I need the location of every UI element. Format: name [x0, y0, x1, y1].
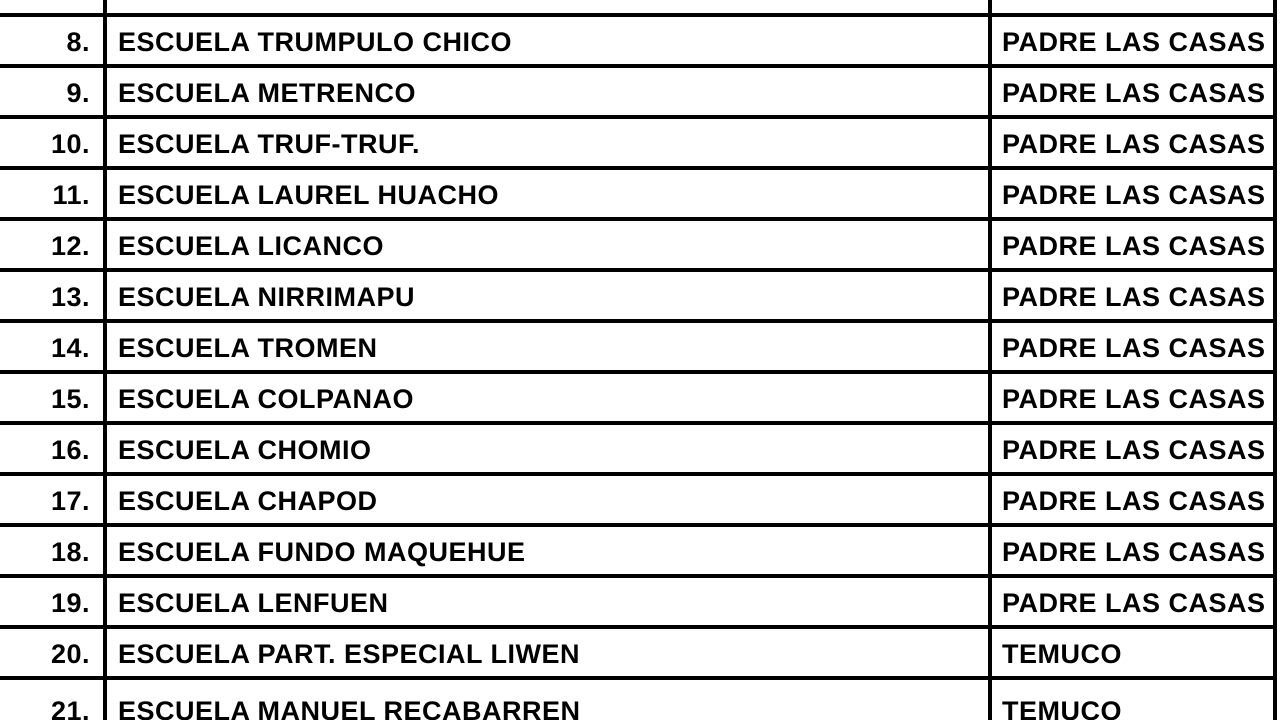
row-number-cell: 18.	[0, 527, 107, 578]
school-name-cell: ESCUELA LAUREL HUACHO	[107, 170, 992, 221]
commune-cell	[992, 0, 1277, 17]
school-name-cell: ESCUELA NIRRIMAPU	[107, 272, 992, 323]
row-number-cell: 15.	[0, 374, 107, 425]
commune-cell: PADRE LAS CASAS	[992, 119, 1277, 170]
school-name-cell: ESCUELA CHAPOD	[107, 476, 992, 527]
commune-cell: PADRE LAS CASAS	[992, 221, 1277, 272]
row-number-cell: 10.	[0, 119, 107, 170]
commune-cell: PADRE LAS CASAS	[992, 17, 1277, 68]
row-number-cell: 9.	[0, 68, 107, 119]
row-number-cell	[0, 0, 107, 17]
school-name-cell: ESCUELA LENFUEN	[107, 578, 992, 629]
school-name-cell: ESCUELA TROMEN	[107, 323, 992, 374]
school-name-cell: ESCUELA LICANCO	[107, 221, 992, 272]
row-number-cell: 21.	[0, 680, 107, 720]
row-number-cell: 20.	[0, 629, 107, 680]
commune-cell: PADRE LAS CASAS	[992, 68, 1277, 119]
school-name-cell: ESCUELA TRUMPULO CHICO	[107, 17, 992, 68]
row-number-cell: 19.	[0, 578, 107, 629]
commune-cell: PADRE LAS CASAS	[992, 578, 1277, 629]
school-name-cell: ESCUELA CHOMIO	[107, 425, 992, 476]
commune-cell: TEMUCO	[992, 629, 1277, 680]
school-name-cell: ESCUELA TRUF-TRUF.	[107, 119, 992, 170]
school-name-cell: ESCUELA MANUEL RECABARREN	[107, 680, 992, 720]
commune-cell: PADRE LAS CASAS	[992, 425, 1277, 476]
row-number-cell: 14.	[0, 323, 107, 374]
row-number-cell: 17.	[0, 476, 107, 527]
commune-cell: PADRE LAS CASAS	[992, 272, 1277, 323]
commune-cell: PADRE LAS CASAS	[992, 170, 1277, 221]
school-name-cell: ESCUELA COLPANAO	[107, 374, 992, 425]
row-number-cell: 16.	[0, 425, 107, 476]
row-number-cell: 11.	[0, 170, 107, 221]
school-name-cell: ESCUELA METRENCO	[107, 68, 992, 119]
commune-cell: PADRE LAS CASAS	[992, 374, 1277, 425]
row-number-cell: 12.	[0, 221, 107, 272]
commune-cell: PADRE LAS CASAS	[992, 527, 1277, 578]
school-name-cell: ESCUELA FUNDO MAQUEHUE	[107, 527, 992, 578]
commune-cell: PADRE LAS CASAS	[992, 323, 1277, 374]
school-name-cell: ESCUELA PART. ESPECIAL LIWEN	[107, 629, 992, 680]
school-name-cell	[107, 0, 992, 17]
commune-cell: TEMUCO	[992, 680, 1277, 720]
commune-cell: PADRE LAS CASAS	[992, 476, 1277, 527]
row-number-cell: 13.	[0, 272, 107, 323]
row-number-cell: 8.	[0, 17, 107, 68]
